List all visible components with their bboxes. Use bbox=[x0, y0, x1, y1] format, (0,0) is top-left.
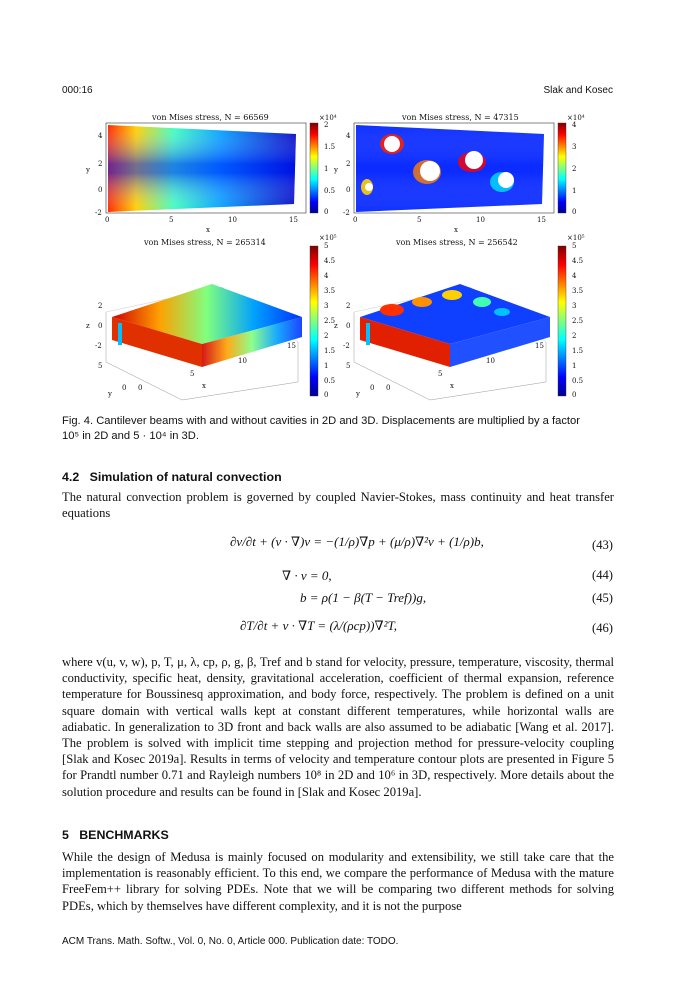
panel2-cb-tick: 1 bbox=[572, 187, 577, 195]
equation-number: (45) bbox=[592, 591, 613, 605]
panel3-z-tick: 0 bbox=[98, 322, 103, 330]
panel2-x-tick: 0 bbox=[353, 216, 358, 224]
panel1-x-tick: 5 bbox=[169, 216, 174, 224]
equation-number: (46) bbox=[592, 621, 613, 635]
figure-4 bbox=[62, 112, 614, 404]
panel1-y-tick: 2 bbox=[98, 160, 103, 168]
panel2-x-tick: 15 bbox=[537, 216, 546, 224]
panel2-cb-tick: 3 bbox=[572, 143, 577, 151]
panel3-cb-tick: 2 bbox=[324, 332, 329, 340]
panel4-x-tick: 10 bbox=[486, 357, 495, 365]
panel1-y-tick: 4 bbox=[98, 132, 103, 140]
panel2-xlabel: x bbox=[454, 226, 458, 234]
equation-46: ∂T/∂t + v · ∇T = (λ/(ρcp))∇²T, bbox=[240, 618, 397, 633]
page-footer: ACM Trans. Math. Softw., Vol. 0, No. 0, Article 000. Publication date: TODO. bbox=[62, 936, 399, 947]
panel2-y-tick: 4 bbox=[346, 132, 351, 140]
panel3-x-tick: 5 bbox=[190, 370, 195, 378]
panel1-xlabel: x bbox=[206, 226, 210, 234]
panel2-cb-tick: 4 bbox=[572, 121, 577, 129]
equation-45: b = ρ(1 − β(T − Tref))g, bbox=[300, 590, 427, 605]
section-number: 5 bbox=[62, 828, 69, 842]
panel3-cb-tick: 2.5 bbox=[324, 317, 336, 325]
panel3-ylabel: y bbox=[108, 390, 112, 398]
panel-3d-cavities bbox=[354, 246, 566, 400]
panel2-y-tick: 0 bbox=[346, 186, 351, 194]
benchmarks-paragraph: While the design of Medusa is mainly focused on modularity and extensibility, we still take care that the implementation is reasonably efficient. To this end, we compare the performance of Medusa with the mature FreeFem++ library for solving PDEs. Note that we will be comparing two different methods for solving PDEs, which by themselves have different complexity, and it is not the purpose bbox=[62, 850, 614, 913]
panel3-cb-tick: 0.5 bbox=[324, 377, 336, 385]
panel2-x-tick: 5 bbox=[417, 216, 422, 224]
panel4-cb-tick: 2.5 bbox=[572, 317, 584, 325]
panel1-cb-tick: 0.5 bbox=[324, 187, 336, 195]
panel-2d-solid bbox=[106, 123, 318, 213]
panel2-title: von Mises stress, N = 47315 bbox=[402, 113, 519, 122]
panel1-ylabel: y bbox=[86, 166, 90, 174]
panel3-cb-tick: 5 bbox=[324, 242, 329, 250]
panel1-x-tick: 0 bbox=[105, 216, 110, 224]
panel3-cb-tick: 3 bbox=[324, 302, 329, 310]
equation-44: ∇ · v = 0, bbox=[282, 568, 332, 583]
panel2-ylabel: y bbox=[334, 166, 338, 174]
panel-2d-cavities bbox=[354, 123, 566, 213]
panel4-x-tick: 15 bbox=[535, 342, 544, 350]
panel3-cb-tick: 1 bbox=[324, 362, 329, 370]
panel4-cb-tick: 3 bbox=[572, 302, 577, 310]
panel3-x-tick: 0 bbox=[138, 384, 143, 392]
intro-paragraph: The natural convection problem is governed by coupled Navier-Stokes, mass continuity and heat transfer equations bbox=[62, 490, 614, 521]
panel4-cb-tick: 5 bbox=[572, 242, 577, 250]
panel4-cb-tick: 4.5 bbox=[572, 257, 584, 265]
panel4-cb-tick: 4 bbox=[572, 272, 577, 280]
panel3-scale: ×10⁵ bbox=[319, 234, 337, 242]
panel4-cb-tick: 3.5 bbox=[572, 287, 584, 295]
panel4-y-tick: 0 bbox=[370, 384, 375, 392]
panel3-cb-tick: 4.5 bbox=[324, 257, 336, 265]
panel3-z-tick: -2 bbox=[95, 342, 102, 350]
panel1-cb-tick: 1 bbox=[324, 165, 329, 173]
panel4-cb-tick: 0 bbox=[572, 391, 577, 399]
panel3-y-tick: 0 bbox=[122, 384, 127, 392]
panel4-cb-tick: 2 bbox=[572, 332, 577, 340]
panel1-x-tick: 10 bbox=[228, 216, 237, 224]
panel2-scale: ×10⁴ bbox=[567, 114, 585, 122]
panel4-cb-tick: 0.5 bbox=[572, 377, 584, 385]
panel4-x-tick: 5 bbox=[438, 370, 443, 378]
panel4-zlabel: z bbox=[334, 322, 338, 330]
caption-line-2: 10⁵ in 2D and 5 · 10⁴ in 3D. bbox=[62, 430, 199, 442]
panel3-xlabel: x bbox=[202, 382, 206, 390]
panel4-z-tick: 2 bbox=[346, 302, 351, 310]
panel3-x-tick: 10 bbox=[238, 357, 247, 365]
panel4-cb-tick: 1 bbox=[572, 362, 577, 370]
panel1-scale: ×10⁴ bbox=[319, 114, 337, 122]
panel1-y-tick: -2 bbox=[95, 209, 102, 217]
panel-3d-solid bbox=[106, 246, 318, 400]
panel3-cb-tick: 1.5 bbox=[324, 347, 336, 355]
panel3-x-tick: 15 bbox=[287, 342, 296, 350]
equation-number: (43) bbox=[592, 538, 613, 552]
section-title: BENCHMARKS bbox=[79, 828, 169, 842]
panel1-title: von Mises stress, N = 66569 bbox=[152, 113, 269, 122]
body-paragraph: where v(u, v, w), p, T, μ, λ, cp, ρ, g, β, Tref and b stand for velocity, pressure, temperature, viscosity, thermal conductivity, specific heat, density, gravitational acceleration, coefficient of thermal expansion, reference temperature for Boussinesq approximation, and body force, respectively. The problem is defined on a unit square domain with vertical walls kept at constant different temperatures, while horizontal walls are adiabatic. In generalization to 3D front and back walls are also assumed to be adiabatic [Wang et al. 2017]. The problem is solved with implicit time stepping and projection method for pressure-velocity coupling [Slak and Kosec 2019a]. Results in terms of velocity and temperature contour plots are presented in Figure 5 for Prandtl number 0.71 and Rayleigh numbers 10⁸ in 2D and 10⁶ in 3D, respectively. More details about the solution procedure and results can be found in [Slak and Kosec 2019a]. bbox=[62, 655, 614, 799]
page-number: 000:16 bbox=[62, 85, 93, 96]
section-title: Simulation of natural convection bbox=[89, 470, 282, 484]
panel3-zlabel: z bbox=[86, 322, 90, 330]
panel4-x-tick: 0 bbox=[386, 384, 391, 392]
running-authors: Slak and Kosec bbox=[543, 85, 613, 96]
panel1-cb-tick: 2 bbox=[324, 121, 329, 129]
panel1-y-tick: 0 bbox=[98, 186, 103, 194]
panel3-cb-tick: 0 bbox=[324, 391, 329, 399]
section-number: 4.2 bbox=[62, 470, 80, 484]
panel4-z-tick: 0 bbox=[346, 322, 351, 330]
panel4-ylabel: y bbox=[356, 390, 360, 398]
panel4-scale: ×10⁵ bbox=[567, 234, 585, 242]
panel4-title: von Mises stress, N = 256542 bbox=[396, 238, 518, 247]
panel1-cb-tick: 1.5 bbox=[324, 143, 336, 151]
panel3-cb-tick: 4 bbox=[324, 272, 329, 280]
panel4-cb-tick: 1.5 bbox=[572, 347, 584, 355]
section-heading-4-2 bbox=[62, 470, 282, 484]
figure-caption bbox=[62, 414, 614, 444]
equation-43: ∂v/∂t + (v · ∇)v = −(1/ρ)∇p + (μ/ρ)∇²v + (1/ρ)b, bbox=[230, 534, 484, 549]
panel3-title: von Mises stress, N = 265314 bbox=[144, 238, 266, 247]
panel3-cb-tick: 3.5 bbox=[324, 287, 336, 295]
caption-line-1: Fig. 4. Cantilever beams with and without cavities in 2D and 3D. Displacements are multiplied by a factor bbox=[62, 415, 580, 427]
panel3-y-tick: 5 bbox=[98, 362, 103, 370]
panel4-z-tick: -2 bbox=[343, 342, 350, 350]
equation-number: (44) bbox=[592, 568, 613, 582]
panel4-xlabel: x bbox=[450, 382, 454, 390]
panel3-z-tick: 2 bbox=[98, 302, 103, 310]
panel2-cb-tick: 0 bbox=[572, 208, 577, 216]
panel1-x-tick: 15 bbox=[289, 216, 298, 224]
panel2-y-tick: 2 bbox=[346, 160, 351, 168]
figure-graphic bbox=[62, 112, 614, 404]
panel2-y-tick: -2 bbox=[343, 209, 350, 217]
section-heading-5 bbox=[62, 828, 169, 842]
panel2-x-tick: 10 bbox=[476, 216, 485, 224]
panel4-y-tick: 5 bbox=[346, 362, 351, 370]
panel2-cb-tick: 2 bbox=[572, 165, 577, 173]
panel1-cb-tick: 0 bbox=[324, 208, 329, 216]
